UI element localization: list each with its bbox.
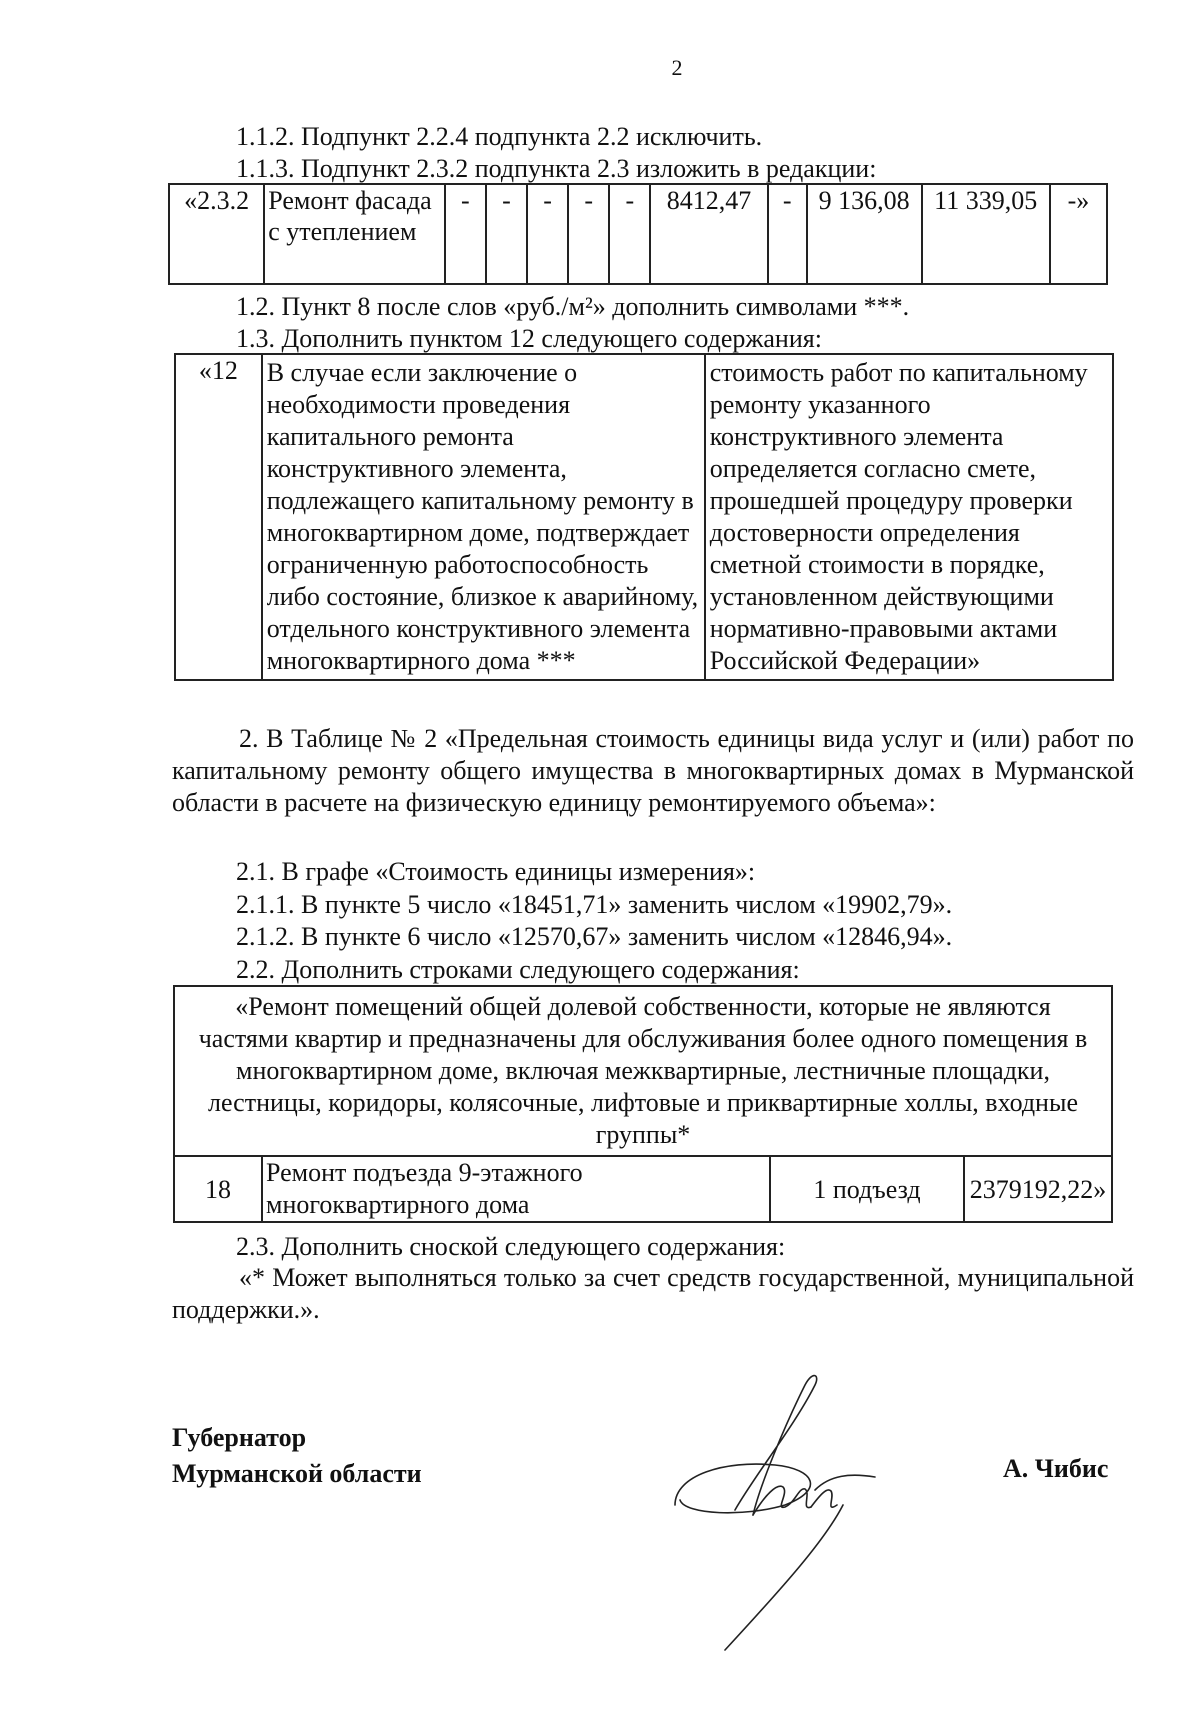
table-cell: 9 136,08 [807,184,922,284]
table-cell: - [486,184,527,284]
item-2-1-1: 2.1.1. В пункте 5 число «18451,71» заменить числом «19902,79». [236,890,953,919]
signature-position-line2: Мурманской области [172,1459,422,1488]
table-cell: - [609,184,650,284]
item-2-2: 2.2. Дополнить строками следующего содержания: [236,955,800,984]
signature-position [172,1420,422,1492]
table-cell-price: 2379192,22» [964,1156,1112,1222]
table-row [174,1156,1112,1222]
table-cell: 11 339,05 [922,184,1050,284]
item-1-3: 1.3. Дополнить пунктом 12 следующего содержания: [236,324,822,353]
table-cell: 8412,47 [650,184,767,284]
table-cell-name: Ремонт подъезда 9-этажного многоквартирного дома [262,1156,770,1222]
table-cell: - [527,184,568,284]
table-cell-num: 18 [174,1156,262,1222]
table-cell: - [445,184,486,284]
table-cell-condition: В случае если заключение о необходимости проведения капитального ремонта конструктивного элемента, подлежащего капитальному ремонту в многоквартирном доме, подтверждает ограниченную работоспособность либо состояние, близкое к аварийному, отдельного конструктивного элемента многоквартирного дома *** [262,354,705,680]
table-cell-cost-rule: стоимость работ по капитальному ремонту указанного конструктивного элемента определяется согласно смете, прошедшей процедуру проверки достоверности определения сметной стоимости в порядке, установленном действующими нормативно-правовыми актами Российской Федерации» [705,354,1113,680]
table-row [175,354,1113,680]
table-row [169,184,1107,284]
signature-position-line1: Губернатор [172,1423,307,1452]
signature-name: А. Чибис [1003,1454,1109,1483]
footnote-text [172,1262,1134,1326]
item-2-3: 2.3. Дополнить сноской следующего содержания: [236,1232,786,1261]
item-1-1-3: 1.1.3. Подпункт 2.3.2 подпункта 2.3 изложить в редакции: [236,154,877,183]
table-cell: -» [1050,184,1107,284]
table-cell-num: «12 [175,354,262,680]
table-row-header [174,986,1112,1156]
item-1-2: 1.2. Пункт 8 после слов «руб./м²» дополнить символами ***. [236,292,910,321]
table-facade-repair [168,183,1108,285]
item-2-1: 2.1. В графе «Стоимость единицы измерения»: [236,857,756,886]
table-cell: - [568,184,609,284]
footnote-line: «* Может выполняться только за счет средств государственной, муниципальной поддержки.». [172,1263,1134,1324]
page-number: 2 [671,55,683,80]
item-2-text: 2. В Таблице № 2 «Предельная стоимость единицы вида услуг и (или) работ по капитальному ремонту общего имущества в многоквартирных домах в Мурманской области в расчете на физическую единицу ремонтируемого объема»: [172,724,1134,817]
handwritten-signature [665,1365,895,1655]
table-cell-unit: 1 подъезд [770,1156,964,1222]
item-2-1-2: 2.1.2. В пункте 6 число «12570,67» заменить числом «12846,94». [236,922,953,951]
table-common-property [173,985,1113,1223]
table-cell-code: «2.3.2 [169,184,264,284]
table-point-12 [174,353,1114,681]
table-header-cell: «Ремонт помещений общей долевой собственности, которые не являются частями квартир и предназначены для обслуживания более одного помещения в многоквартирном доме, включая межквартирные, лестничные площадки, лестницы, коридоры, колясочные, лифтовые и приквартирные холлы, входные группы* [174,986,1112,1156]
table-cell-name: Ремонт фасада с утеплением [264,184,445,284]
item-2 [172,723,1134,819]
item-1-1-2: 1.1.2. Подпункт 2.2.4 подпункта 2.2 исключить. [236,122,763,151]
table-cell: - [768,184,807,284]
